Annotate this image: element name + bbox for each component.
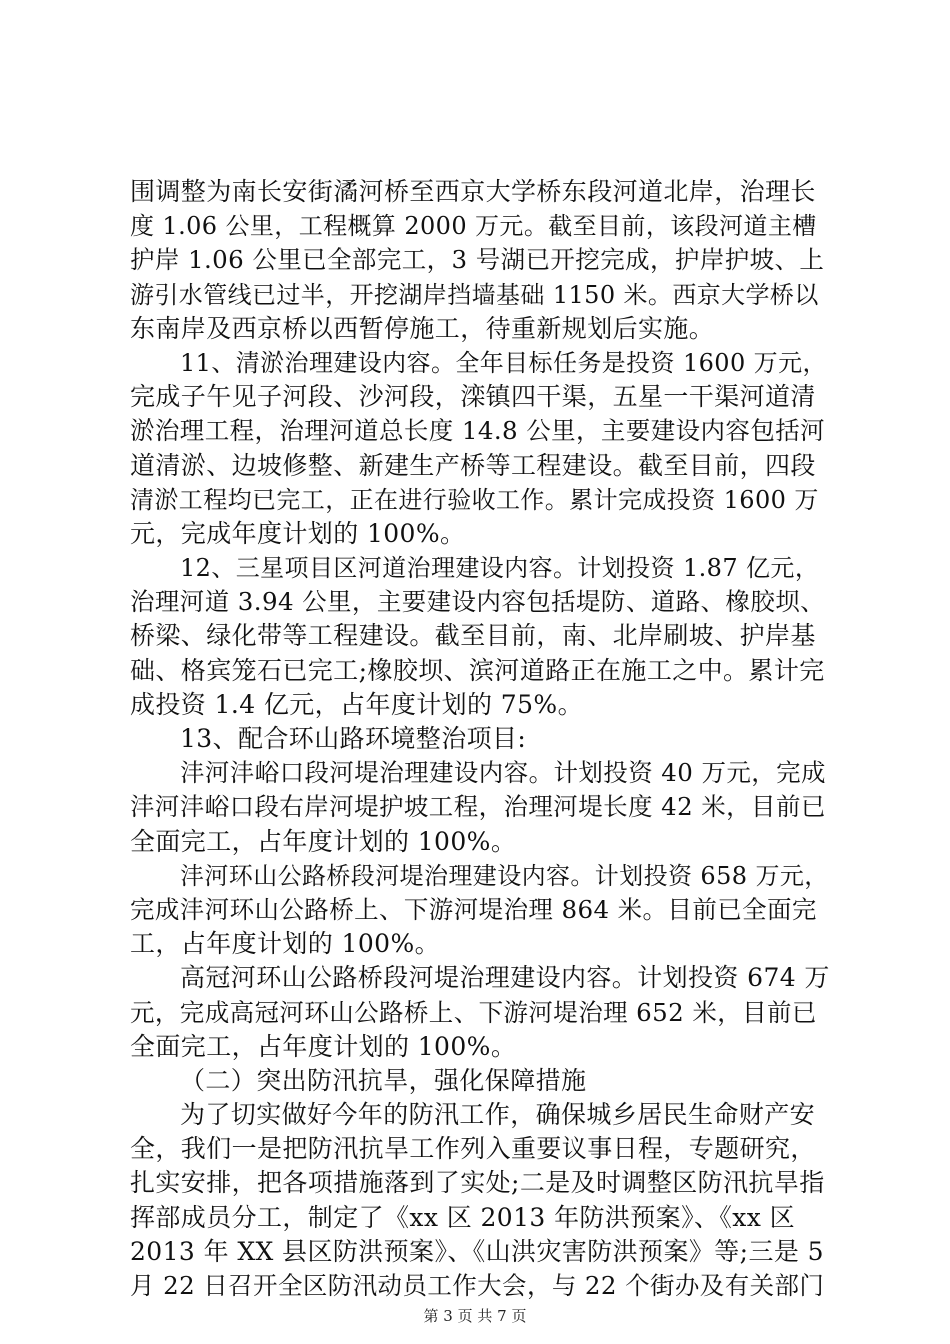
text-line: 月 22 日召开全区防汛动员工作大会，与 22 个街办及有关部门: [130, 1271, 825, 1300]
text-line: 工，占年度计划的 100%。: [130, 929, 441, 959]
text-line: 2013 年 XX 县区防洪预案》、《山洪灾害防洪预案》等;三是 5: [130, 1236, 824, 1266]
text-line: 础、格宾笼石已完工;橡胶坝、滨河道路正在施工之中。累计完: [130, 655, 825, 685]
text-line: 全，我们一是把防汛抗旱工作列入重要议事日程，专题研究，: [130, 1134, 816, 1164]
text-line: 13、配合环山路环境整治项目:: [180, 724, 527, 753]
text-line: 护岸 1.06 公里已全部完工，3 号湖已开挖完成，护岸护坡、上: [130, 245, 825, 275]
text-line: 游引水管线已过半，开挖湖岸挡墙基础 1150 米。西京大学桥以: [130, 280, 819, 309]
text-line: 全面完工，占年度计划的 100%。: [130, 826, 517, 856]
text-line: 围调整为南长安街潏河桥至西京大学桥东段河道北岸，治理长: [130, 177, 816, 206]
text-line: 扎实安排，把各项措施落到了实处;二是及时调整区防汛抗旱指: [130, 1168, 825, 1198]
text-line: 度 1.06 公里，工程概算 2000 万元。截至目前，该段河道主槽: [130, 212, 817, 241]
document-body: [130, 175, 830, 1303]
text-line: 全面完工，占年度计划的 100%。: [130, 1031, 517, 1061]
text-line: 清淤工程均已完工，正在进行验收工作。累计完成投资 1600 万: [130, 485, 819, 514]
text-line: 沣河沣峪口段右岸河堤护坡工程，治理河堤长度 42 米，目前已: [130, 792, 826, 822]
text-line: 东南岸及西京桥以西暂停施工，待重新规划后实施。: [130, 313, 715, 343]
text-line: 治理河道 3.94 公里，主要建设内容包括堤防、道路、橡胶坝、: [130, 587, 826, 617]
text-line: 为了切实做好今年的防汛工作，确保城乡居民生命财产安: [180, 1100, 816, 1130]
page-number-footer: 第 3 页 共 7 页: [423, 1307, 527, 1325]
text-line: （二）突出防汛抗旱，强化保障措施: [180, 1065, 587, 1095]
text-line: 成投资 1.4 亿元，占年度计划的 75%。: [130, 689, 583, 719]
text-line: 完成沣河环山公路桥上、下游河堤治理 864 米。目前已全面完: [130, 894, 817, 924]
text-line: 挥部成员分工，制定了《xx 区 2013 年防洪预案》、《xx 区: [130, 1202, 796, 1232]
text-line: 道清淤、边坡修整、新建生产桥等工程建设。截至目前，四段: [130, 450, 816, 480]
text-line: 高冠河环山公路桥段河堤治理建设内容。计划投资 674 万: [180, 963, 830, 993]
text-line: 12、三星项目区河道治理建设内容。计划投资 1.87 亿元，: [180, 554, 820, 583]
text-line: 11、清淤治理建设内容。全年目标任务是投资 1600 万元，: [180, 348, 827, 377]
text-line: 淤治理工程，治理河道总长度 14.8 公里，主要建设内容包括河: [130, 416, 826, 446]
text-line: 元，完成年度计划的 100%。: [130, 518, 466, 548]
text-line: 元，完成高冠河环山公路桥上、下游河堤治理 652 米，目前已: [130, 997, 817, 1027]
text-line: 完成子午见子河段、沙河段，滦镇四干渠，五星一干渠河道清: [130, 382, 816, 412]
text-line: 桥梁、绿化带等工程建设。截至目前，南、北岸刷坡、护岸基: [130, 621, 816, 651]
text-line: 沣河沣峪口段河堤治理建设内容。计划投资 40 万元，完成: [180, 758, 826, 788]
text-line: 沣河环山公路桥段河堤治理建设内容。计划投资 658 万元，: [180, 861, 829, 890]
